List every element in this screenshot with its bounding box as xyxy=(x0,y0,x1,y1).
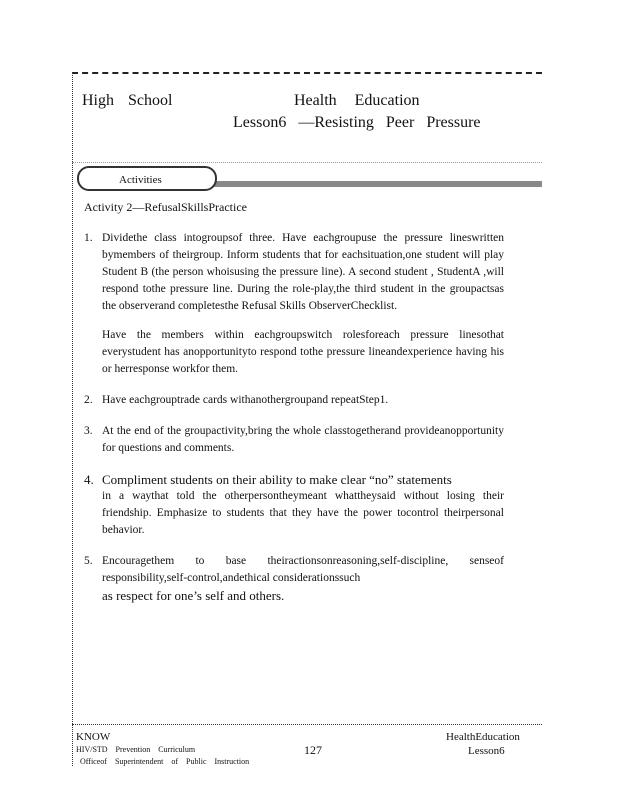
step-text: At the end of the groupactivity,bring the whole classtogetherand provideanopportunity for questions and comments. xyxy=(102,425,504,454)
section-tab-bar xyxy=(210,181,542,187)
step-number: 3. xyxy=(84,425,93,437)
footer-office: Officeof Superintendent of Public Instruction xyxy=(80,757,250,766)
footer-lesson: Lesson6 xyxy=(468,745,505,757)
page-number: 127 xyxy=(304,743,322,757)
step-5 xyxy=(84,553,504,604)
page-frame-left-border xyxy=(72,72,73,766)
step-4 xyxy=(84,471,504,539)
step-text: Have eachgrouptrade cards withanothergroupand repeatStep1. xyxy=(102,394,389,406)
footer-curriculum: HIV/STD Prevention Curriculum xyxy=(76,745,196,754)
header-divider xyxy=(72,162,542,163)
page-frame-top-border xyxy=(72,72,542,74)
step-text: Encouragethem to base theiractionsonreasoning,self-discipline, senseof responsibility,self-control,andethical considerationssuch xyxy=(102,555,504,584)
step-number: 4. xyxy=(84,472,94,487)
step-1 xyxy=(84,230,504,378)
step-2 xyxy=(84,392,504,409)
header-school: High School xyxy=(82,92,173,109)
header-subject: Health Education xyxy=(294,92,420,109)
step-lead-text: Compliment students on their ability to make clear “no” statements xyxy=(102,472,452,487)
step-number: 2. xyxy=(84,394,93,406)
step-tail-text: as respect for one’s self and others. xyxy=(102,588,285,603)
step-text: Have the members within eachgroupswitch rolesforeach pressure linesothat everystudent has anopportunityto respond tothe pressure lineandexperience having his or herresponse workfor them. xyxy=(102,329,504,375)
activity-steps xyxy=(84,230,504,618)
footer-know: KNOW xyxy=(76,731,111,743)
section-tab-label: Activities xyxy=(119,174,162,186)
section-tab xyxy=(77,166,217,191)
step-number: 5. xyxy=(84,555,93,567)
step-text: Dividethe class intogroupsof three. Have eachgroupuse the pressure lineswritten bymembers of theirgroup. Inform students that for eachsituation,one student will play Student B (the person whoisusing the pressure line). A second student , StudentA ,will respond tothe pressure line. During the role-play,the third student in the groupactsas the observerand completesthe Refusal Skills ObserverChecklist. xyxy=(102,232,504,312)
step-number: 1. xyxy=(84,232,93,244)
footer-subject: HealthEducation xyxy=(446,731,520,743)
step-3 xyxy=(84,423,504,457)
footer-divider xyxy=(72,724,542,725)
header-lesson-title: Lesson6 —Resisting Peer Pressure xyxy=(233,114,481,131)
activity-title: Activity 2—RefusalSkillsPractice xyxy=(84,200,247,214)
step-text: in a waythat told the otherpersontheymeant whattheysaid without losing their friendship. Emphasize to students that they have the power tocontrol theirpersonal behavior. xyxy=(102,490,504,536)
